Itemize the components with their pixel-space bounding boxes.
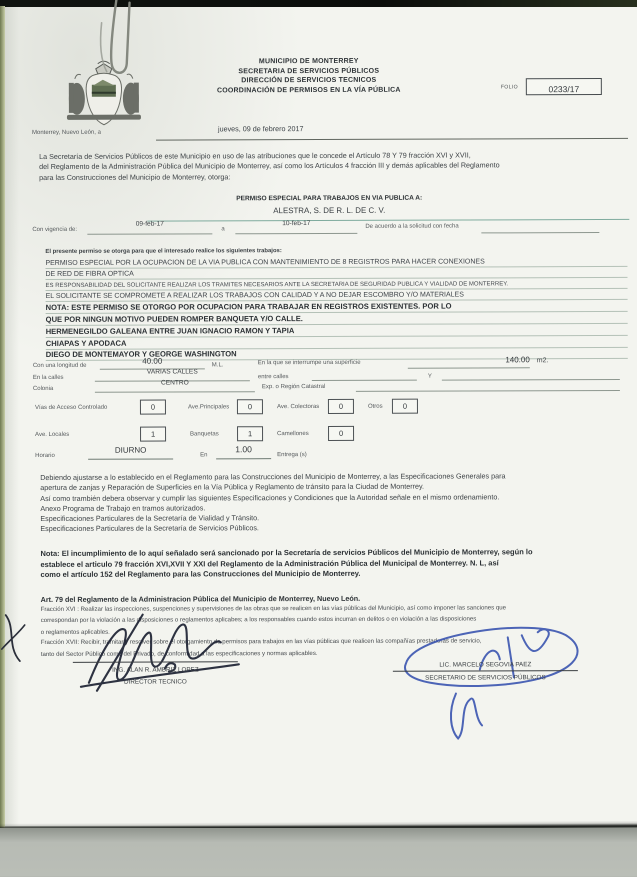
folio-label: FOLIO	[500, 84, 518, 91]
counter-box-banquetas: 1	[237, 426, 263, 441]
scanner-background	[0, 828, 637, 876]
colonia-value: CENTRO	[160, 379, 189, 387]
header-line-2: SECRETARIA DE SERVICIOS PÚBLICOS	[238, 67, 380, 75]
note-line-1: Nota: El incumplimiento de lo aquí señalado será sancionado por la Secretaría de servicios Públicos del Municipio de Monterrey, según lo	[40, 547, 533, 558]
date-line	[156, 123, 628, 141]
right-signer-name: LIC. MARCELO SEGOVIA PAEZ	[439, 661, 532, 669]
surface-value: 140.00	[505, 355, 530, 365]
entregas-value: 1.00	[235, 444, 252, 455]
folio-value: 0233/17	[548, 84, 580, 95]
surface-label: En la que se interrumpe una superficie	[257, 359, 361, 367]
intro-line-1: La Secretaría de Servicios Públicos de este Municipio en uso de las atribuciones que le concede el Artículo 78 Y 79 fracción XVI y XVII,	[39, 150, 471, 161]
validity-label: Con vigencia de:	[32, 226, 78, 234]
horario-label: Horario	[35, 452, 55, 459]
valid-from-value: 09-feb-17	[135, 220, 164, 228]
counter-box-ave-principales: 0	[237, 399, 263, 414]
exp-catastral-label: Exp. o Región Catastral	[261, 383, 326, 391]
street-value: VARIAS CALLES	[146, 368, 198, 376]
valid-to-field	[235, 219, 357, 234]
work-line-9: DIEGO DE MONTEMAYOR Y GEORGE WASHINGTON	[46, 346, 628, 361]
work-line-7: HERMENEGILDO GALEANA ENTRE JUAN IGNACIO RAMON Y TAPIA	[46, 323, 628, 338]
and-label: Y	[427, 373, 432, 380]
right-signer-title: SECRETARIO DE SERVICIOS PÚBLICOS	[425, 674, 546, 682]
entrega-label: Entrega (s)	[277, 452, 307, 459]
art79-title: Art. 79 del Reglamento de la Administracion Pública del Municipio de Monterrey, Nuevo León.	[40, 593, 361, 604]
counter-label-ave-colectoras: Ave. Colectoras	[276, 404, 320, 411]
length-unit: M.L.	[211, 362, 224, 369]
counter-label-ave-principales: Ave.Principales	[187, 404, 230, 411]
date-value: jueves, 09 de febrero 2017	[217, 124, 304, 134]
left-signer-title: DIRECTOR TECNICO	[124, 678, 187, 686]
note-line-2: establece el articulo 79 fracción XVI,XVII Y XXI del Reglamento de la Administración Pública del Municipal de Monterrey. N. L, así	[40, 557, 499, 569]
fraccion-xvi-line-1: Fracción XVI : Realizar las inspecciones, suspenciones y supervisiones de las obras que se realicen en las vías públicas del Municipio, así como imponer las sanciones que	[40, 604, 507, 613]
length-label: Con una longitud de	[32, 362, 87, 370]
counter-label-otros: Otros	[367, 403, 383, 410]
intro-line-3: para las Construcciones del Municipio de Monterrey, otorga:	[39, 171, 231, 182]
counter-label-ave-locales: Ave. Locales	[35, 431, 70, 438]
valid-from-field	[87, 219, 212, 234]
counter-label-banquetas: Banquetas	[190, 431, 219, 438]
header-line-1: MUNICIPIO DE MONTERREY	[258, 57, 359, 66]
fraccion-xvi-line-2: correspondan por la violación a las disposiciones o reglamentos aplicabes; a los responsables cuando estos incurran en delitos o en violación a las disposiciones	[40, 615, 477, 624]
fraccion-xvi-line-3: o reglamentos aplicables.	[40, 628, 110, 636]
counter-box-ave-colectoras: 0	[328, 399, 354, 414]
work-line-2: DE RED DE FIBRA OPTICA	[45, 266, 627, 280]
conditions-line-2: apertura de zanjas y Reparación de Superficies en la Vía Pública y Reglamento de tránsito para la Ciudad de Monterrey.	[40, 481, 425, 493]
work-line-4: EL SOLICITANTE SE COMPROMETE A REALIZAR LOS TRABAJOS CON CALIDAD Y A NO DEJAR ESCOMBRO Y/O MATERIALES	[46, 288, 628, 302]
request-date-label: De acuerdo a la solicitud con fecha	[365, 223, 459, 230]
work-line-6: QUE POR NINGUN MOTIVO PUEDEN ROMPER BANQUETA Y/O CALLE.	[46, 311, 628, 326]
horario-value: DIURNO	[114, 445, 147, 455]
conditions-paragraph	[40, 471, 622, 535]
sanction-note	[40, 547, 618, 581]
letterhead	[169, 57, 449, 96]
horario-field	[88, 445, 173, 460]
counter-label-camellones: Camellones	[277, 431, 309, 438]
en-label: En	[200, 452, 208, 459]
paperclip-icon	[93, 1, 139, 87]
counter-box-ave-locales: 1	[140, 427, 166, 442]
header-line-4: COORDINACIÓN DE PERMISOS EN LA VÍA PÚBLICA	[216, 86, 401, 95]
conditions-line-6: Especificaciones Particulares de la Secretaría de Servicios Públicos.	[40, 523, 259, 534]
exp-catastral-field	[356, 377, 620, 392]
fraccion-xvii-line-1: Fracción XVII: Recibir, tramitar y resolver sobre el otorgamiento de permisos para trabajos en las vías públicas que realicen las compañías prestadoras de servicio,	[40, 637, 482, 646]
length-value: 40.00	[142, 356, 163, 366]
counter-box-vias-acceso: 0	[140, 400, 166, 415]
counter-box-camellones: 0	[328, 426, 354, 441]
left-signer-name: ING. ALAN R. AMBRIZ LOPEZ	[112, 666, 199, 674]
surface-unit: m2.	[536, 357, 549, 365]
work-line-8: CHIAPAS Y APODACA	[46, 335, 628, 350]
intro-paragraph	[39, 150, 619, 183]
header-line-3: DIRECCIÓN DE SERVICIOS TECNICOS	[241, 76, 377, 85]
note-line-3: como el artículo 152 del Reglamento para las Construcciones del Municipio de Monterrey.	[40, 569, 361, 580]
works-intro: El presente permiso se otorga para que el interesado realice los siguientes trabajos:	[45, 248, 282, 255]
conditions-line-1: Debiendo ajustarse a lo establecido en el Reglamento para las Construcciones del Municipio de Monterrey, a las Especificaciones Generales para	[40, 471, 506, 482]
request-date-field	[481, 218, 599, 233]
conditions-line-3: Así como trambién debera observar y cumplir las siguientes Especificaciones y Condiciones que la Autoridad señale en el mismo ordenamiento.	[40, 491, 500, 503]
work-line-5: NOTA: ESTE PERMISO SE OTORGO POR OCUPACION PARA TRABAJAR EN REGISTROS EXISTENTES. POR LO	[46, 299, 628, 314]
counter-box-otros: 0	[392, 399, 418, 414]
conditions-line-4: Anexo Programa de Trabajo en tramos autorizados.	[40, 503, 206, 513]
colonia-label: Colonia	[32, 385, 54, 393]
grantee-name: ALESTRA, S. DE R. L. DE C. V.	[273, 205, 386, 216]
entregas-field	[216, 443, 271, 459]
folio-box	[526, 78, 602, 95]
intro-line-2: del Reglamento de la Administración Pública del Municipio de Monterrey, así como los Artículos 4 fracción III y demás aplicables del Reglamento	[39, 160, 500, 172]
valid-to-value: 10-feb-17	[282, 220, 311, 228]
fraccion-xvii-line-2: tanto del Sector Público como del Privado, de conformidad a las especificaciones y normas aplicables.	[40, 650, 318, 658]
validity-to-label: a	[221, 226, 225, 233]
work-line-3: ES RESPONSABILIDAD DEL SOLICITANTE REALIZAR LOS TRAMITES NECESARIOS ANTE LA SECRETARIA DE SEGURIDAD PUBLICA Y VIALIDAD DE MONTERREY.	[46, 277, 628, 291]
conditions-line-5: Especificaciones Particulares de la Secretaría de Vialidad y Tránsito.	[40, 513, 260, 524]
stray-ink-mark	[1, 601, 27, 681]
between-streets-label: entre calles	[257, 374, 289, 381]
permit-title: PERMISO ESPECIAL PARA TRABAJOS EN VIA PUBLICA A:	[236, 194, 423, 203]
document-paper	[5, 7, 637, 826]
counter-label-vias-acceso: Vías de Acceso Controlado	[34, 404, 108, 411]
colonia-field	[95, 378, 255, 393]
work-line-1: PERMISO ESPECIAL POR LA OCUPACION DE LA VIA PUBLICA CON MANTENIMIENTO DE 8 REGISTROS PARA HACER CONEXIONES	[45, 255, 627, 269]
place-line: Monterrey, Nuevo León, a	[31, 129, 101, 137]
street-label: En la calles	[32, 374, 64, 382]
